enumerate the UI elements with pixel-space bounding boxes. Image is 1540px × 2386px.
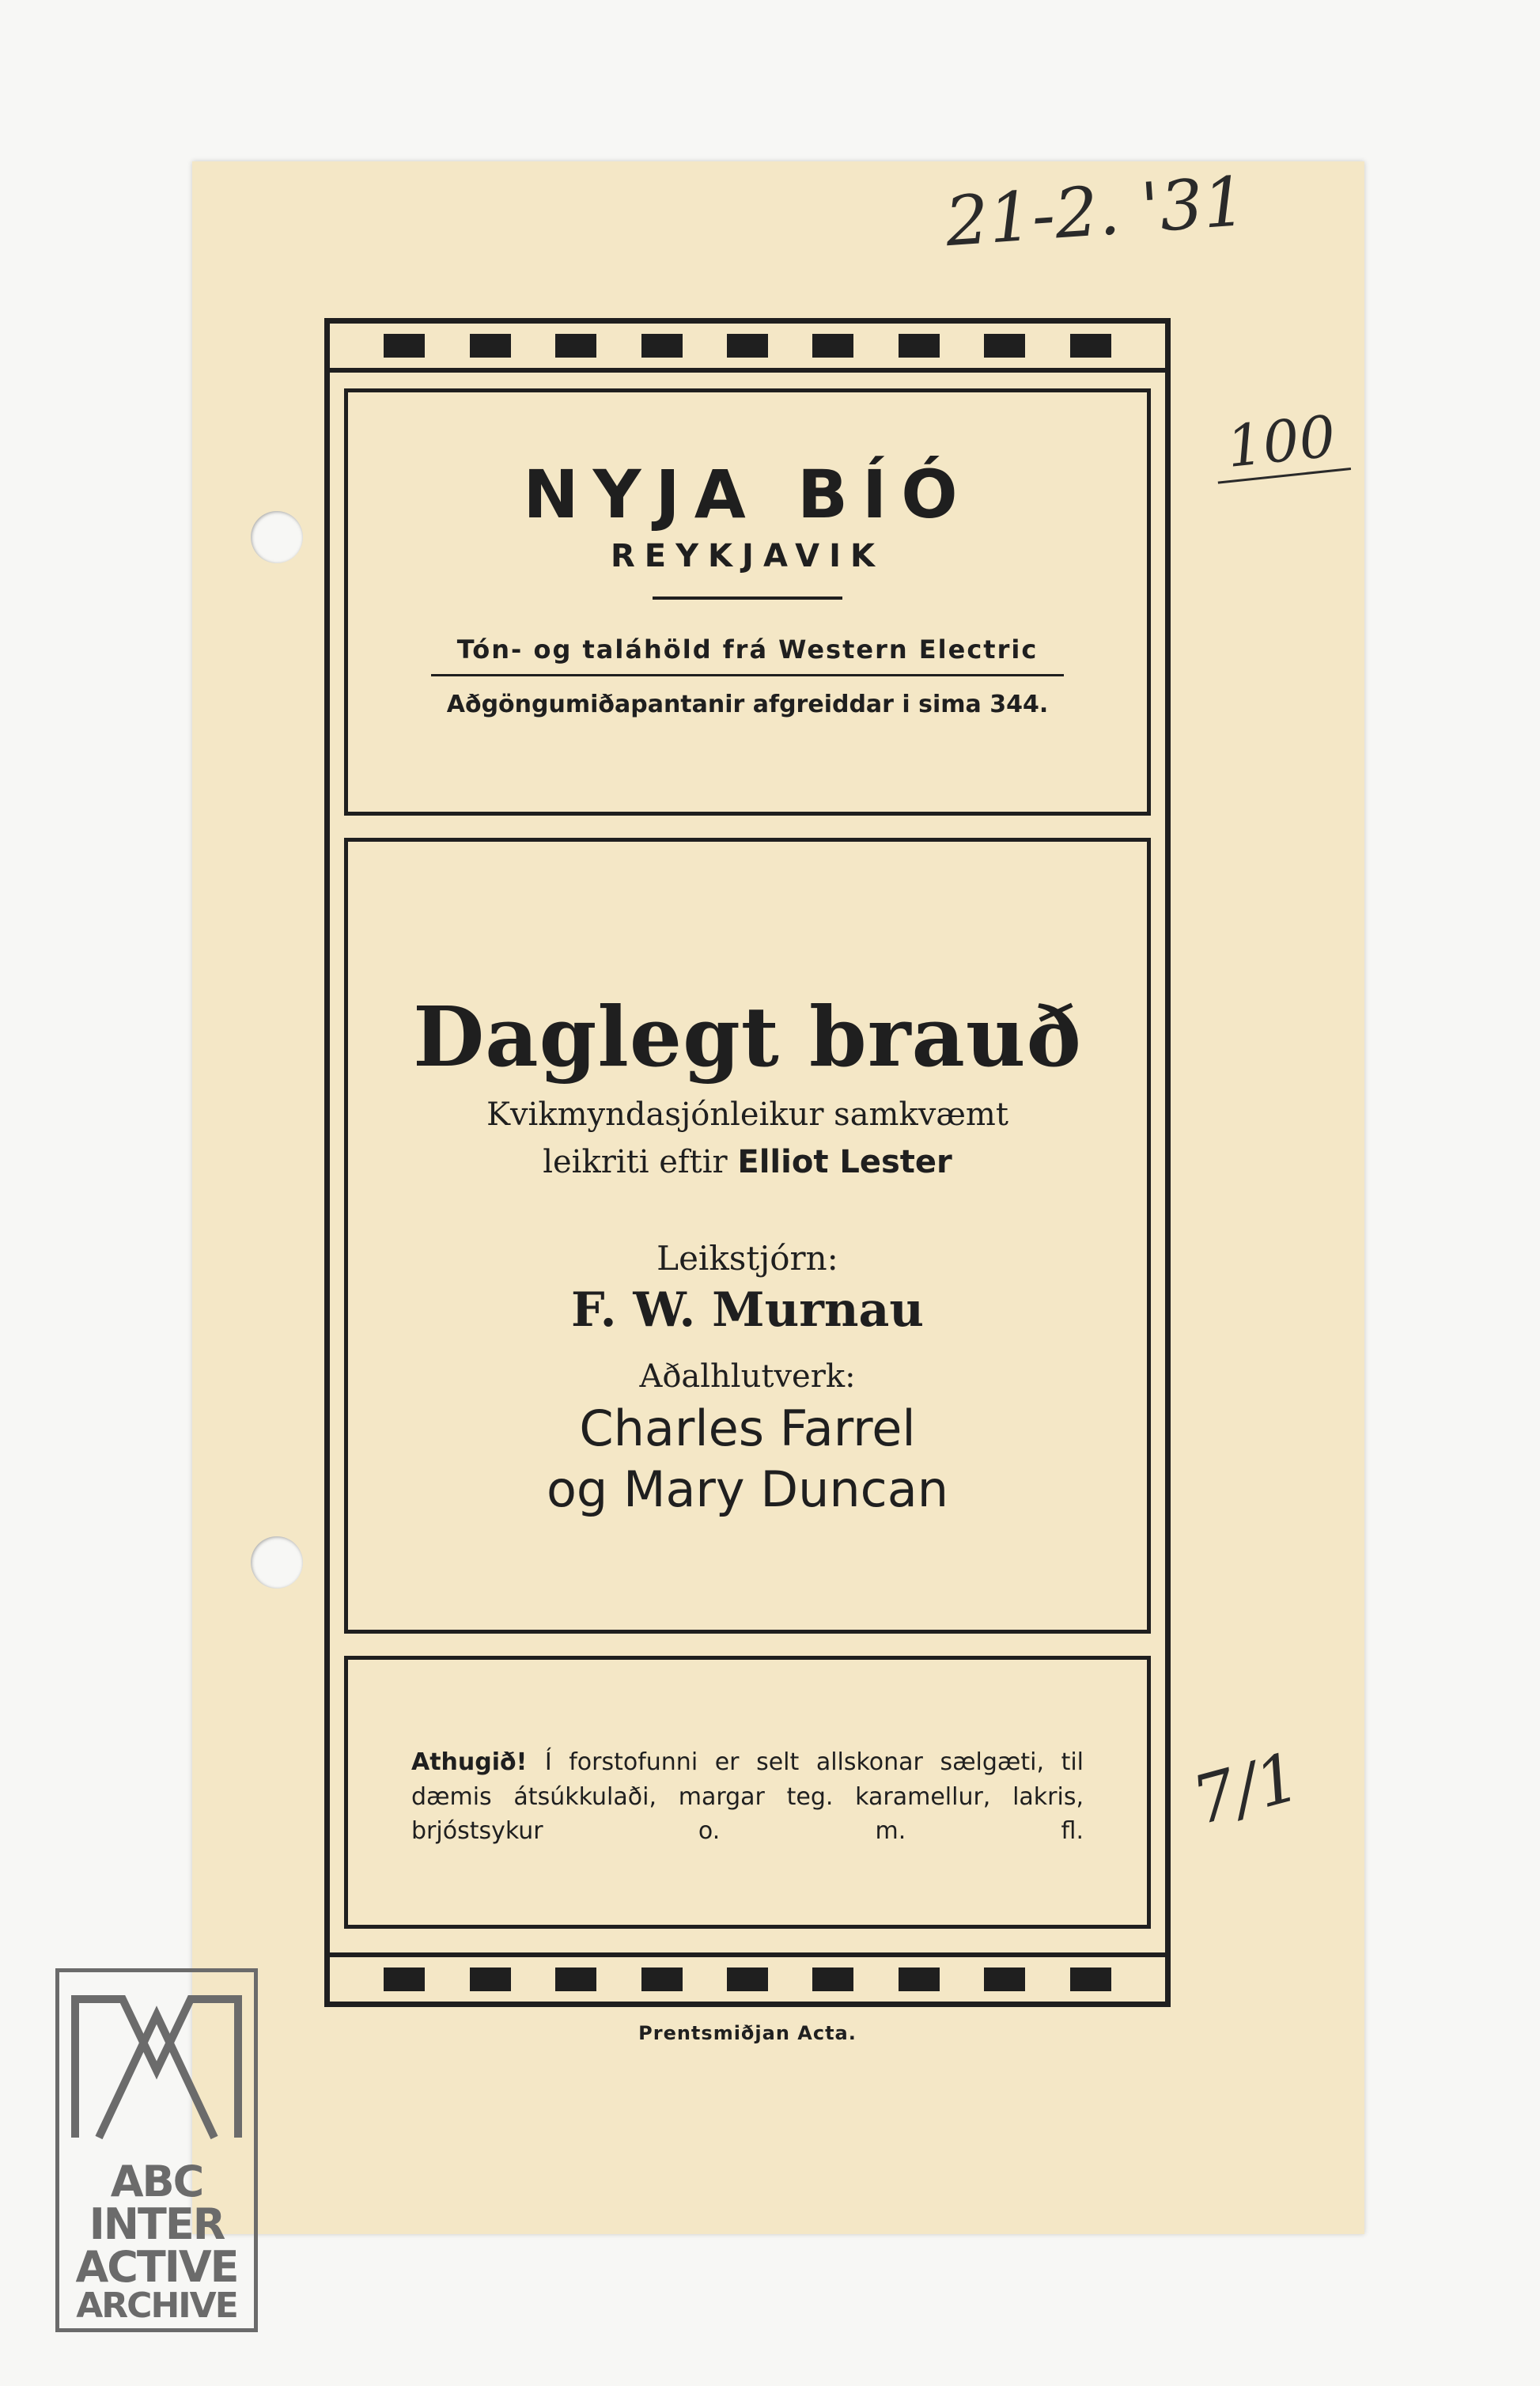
printer-credit: Prentsmiðjan Acta. bbox=[638, 2022, 857, 2044]
subtitle-line-2 bbox=[348, 1144, 1147, 1180]
archive-logo-icon bbox=[67, 1983, 246, 2142]
subtitle-prefix: leikriti eftir bbox=[543, 1144, 728, 1180]
divider bbox=[653, 596, 842, 600]
director-name: F. W. Murnau bbox=[571, 1282, 924, 1338]
handwritten-margin-mark: 7/1 bbox=[1184, 1737, 1308, 1840]
film-title: Daglegt brauð bbox=[413, 988, 1082, 1085]
cast-line-1: Charles Farrel bbox=[579, 1399, 916, 1457]
booking-line: Aðgöngumiðapantanir afgreiddar i sima 344. bbox=[446, 691, 1049, 718]
theater-city: REYKJAVIK bbox=[610, 538, 885, 574]
notice-lead: Athugið! bbox=[411, 1748, 528, 1776]
director-label: Leikstjórn: bbox=[656, 1239, 838, 1278]
cast-line-2: og Mary Duncan bbox=[546, 1460, 949, 1519]
sound-equipment-line: Tón- og taláhöld frá Western Electric bbox=[456, 634, 1039, 665]
film-strip-frame bbox=[324, 318, 1171, 2007]
stamp-word-1: ABC bbox=[110, 2157, 203, 2206]
notice-body: Í forstofunni er selt allskonar sælgæti, til dæmis átsúkkulaði, margar teg. karamellur, lakris, brjóstsykur o. m. fl. bbox=[411, 1748, 1084, 1845]
stamp-word-4: ARCHIVE bbox=[76, 2286, 237, 2326]
subtitle-line-1: Kvikmyndasjónleikur samkvæmt bbox=[486, 1096, 1008, 1133]
punch-hole-bottom bbox=[251, 1536, 303, 1589]
handwritten-date: 21-2. '31 bbox=[942, 161, 1249, 263]
notice-panel bbox=[344, 1656, 1151, 1929]
film-strip-top bbox=[330, 324, 1165, 373]
author-name: Elliot Lester bbox=[737, 1144, 952, 1180]
theater-name: NYJA BÍÓ bbox=[523, 456, 972, 533]
theater-header-panel bbox=[344, 388, 1151, 816]
punch-hole-top bbox=[251, 511, 303, 563]
film-strip-bottom bbox=[330, 1952, 1165, 2002]
stamp-word-3: ACTIVE bbox=[75, 2242, 238, 2292]
archive-stamp-logo bbox=[55, 1968, 258, 2332]
cast-label: Aðalhlutverk: bbox=[639, 1358, 856, 1395]
notice-text bbox=[411, 1745, 1084, 1849]
divider bbox=[431, 674, 1064, 676]
stamp-word-2: INTER bbox=[89, 2199, 225, 2249]
handwritten-number: 100 bbox=[1211, 401, 1352, 483]
feature-panel bbox=[344, 838, 1151, 1634]
